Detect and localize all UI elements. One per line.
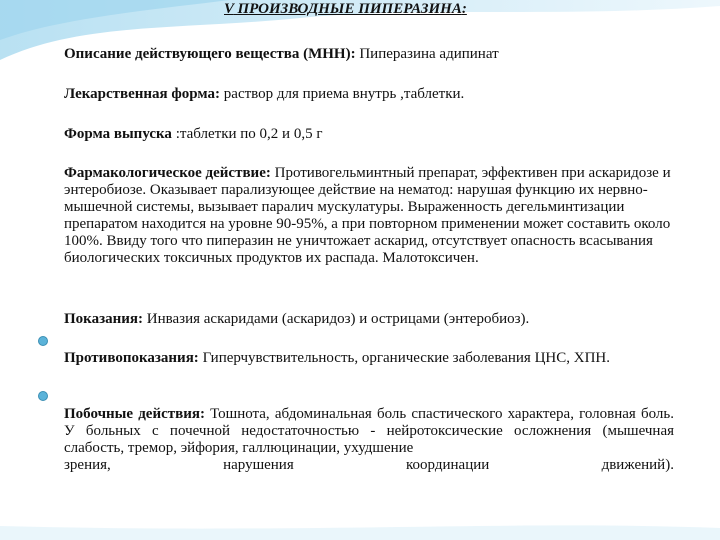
item-text: Гиперчувствительность, органические заболевания ЦНС, ХПН.	[198, 350, 611, 366]
last-line-word: движений).	[601, 457, 674, 473]
last-line-word: нарушения	[223, 457, 294, 473]
item-side-effects	[64, 406, 674, 474]
item-text: Противогельминтный препарат, эффективен при аскаридозе и энтеробиозе. Оказывает парализующее действие на нематод: нарушая функцию их нервно-мышечной системы, вызывает паралич мускулатуры. Выраженность дегельминтизации препаратом находится на уровне 90-95%, а при повторном применении может составить около 100%. Ввиду того что пиперазин не уничтожает аскарид, отсутствует опасность всасывания биологических токсичных продуктов их распада. Малотоксичен.	[64, 165, 671, 266]
item-pharmacological-action	[64, 165, 674, 267]
bullet-icon	[38, 391, 48, 401]
item-text: Инвазия аскаридами (аскаридоз) и острицами (энтеробиоз).	[143, 311, 530, 327]
item-text: Тошнота, абдоминальная боль спастического характера, головная боль. У больных с почечной недостаточностью - нейротоксические осложнения (мышечная слабость, тремор, эйфория, галлюцинации, ухудшение	[64, 406, 674, 456]
item-text: :таблетки по 0,2 и 0,5 г	[171, 126, 323, 142]
item-indications	[64, 311, 674, 328]
item-label: Побочные действия:	[64, 406, 205, 422]
item-dosage-form	[64, 86, 674, 103]
bullet-icon	[38, 336, 48, 346]
last-line-word: зрения,	[64, 457, 111, 473]
item-text: Пиперазина адипинат	[355, 46, 499, 62]
item-contraindications	[64, 350, 674, 367]
item-label: Лекарственная форма:	[64, 86, 221, 102]
page-title	[224, 1, 467, 18]
last-line-word: координации	[406, 457, 490, 473]
item-release-form	[64, 126, 674, 143]
title-text: ПРОИЗВОДНЫЕ ПИПЕРАЗИНА	[237, 1, 462, 17]
item-inn	[64, 46, 674, 63]
item-label: Противопоказания:	[64, 350, 199, 366]
title-colon: :	[461, 1, 467, 17]
item-label: Форма выпуска	[64, 126, 172, 142]
item-text: раствор для приема внутрь ,таблетки.	[220, 86, 465, 102]
item-label: Показания:	[64, 311, 144, 327]
item-label: Описание действующего вещества (МНН):	[64, 46, 356, 62]
item-label: Фармакологическое действие:	[64, 165, 271, 181]
title-roman: V	[224, 1, 234, 17]
item-side-effects-last-line	[64, 457, 674, 474]
